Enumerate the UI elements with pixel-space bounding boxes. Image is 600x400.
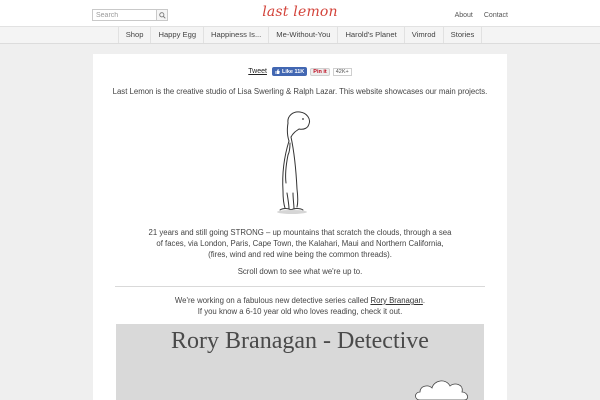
about-line-2: of faces, via London, Paris, Cape Town, the Kalahari, Maui and Northern California,: [156, 239, 444, 249]
detective-text-pre: We're working on a fabulous new detective series called: [174, 296, 371, 305]
rory-branagan-link[interactable]: Rory Branagan: [370, 296, 423, 305]
pin-count: 42K+: [333, 68, 352, 76]
detective-line-2: If you know a 6-10 year old who loves reading, check it out.: [197, 307, 403, 316]
about-link[interactable]: About: [454, 12, 473, 19]
banner-title: Rory Branagan - Detective: [171, 328, 429, 354]
nav-item-stories[interactable]: Stories: [443, 27, 483, 43]
about-paragraph: [148, 227, 452, 261]
nav-item-me-without-you[interactable]: Me-Without-You: [268, 27, 337, 43]
detective-announcement: [93, 295, 507, 317]
rory-branagan-banner[interactable]: [116, 324, 484, 400]
content-card: [93, 54, 507, 400]
divider: [115, 286, 485, 287]
nav-item-happiness-is[interactable]: Happiness Is...: [203, 27, 268, 43]
detective-line-1: [93, 295, 507, 306]
intro-text: Last Lemon is the creative studio of Lisa Swerling & Ralph Lazar. This website showcases our main projects.: [112, 87, 488, 96]
scroll-note: Scroll down to see what we're up to.: [237, 267, 363, 276]
about-line-1: 21 years and still going STRONG – up mountains that scratch the clouds, through a sea: [148, 228, 452, 237]
nav-item-happy-egg[interactable]: Happy Egg: [150, 27, 203, 43]
nav-item-shop[interactable]: Shop: [118, 27, 151, 43]
top-bar: [0, 0, 600, 27]
thumbs-up-icon: [275, 69, 280, 74]
nav-item-harolds-planet[interactable]: Harold's Planet: [337, 27, 403, 43]
pin-it-label: Pin it: [313, 68, 327, 75]
cloud-icon: [412, 376, 472, 400]
header-links: [455, 12, 508, 19]
pinterest-button[interactable]: [310, 68, 329, 76]
about-line-3: (fires, wind and red wine being the common threads).: [208, 250, 392, 260]
site-logo[interactable]: last lemon: [262, 4, 338, 20]
facebook-like-label: Like 11K: [281, 68, 305, 75]
contact-link[interactable]: Contact: [483, 12, 508, 19]
tweet-link[interactable]: Tweet: [248, 68, 267, 75]
nav-item-vimrod[interactable]: Vimrod: [404, 27, 443, 43]
social-buttons: [93, 67, 507, 76]
main-nav: [0, 27, 600, 44]
character-illustration: [267, 109, 317, 215]
detective-text-post: .: [422, 296, 426, 305]
facebook-like-button[interactable]: [272, 67, 307, 76]
